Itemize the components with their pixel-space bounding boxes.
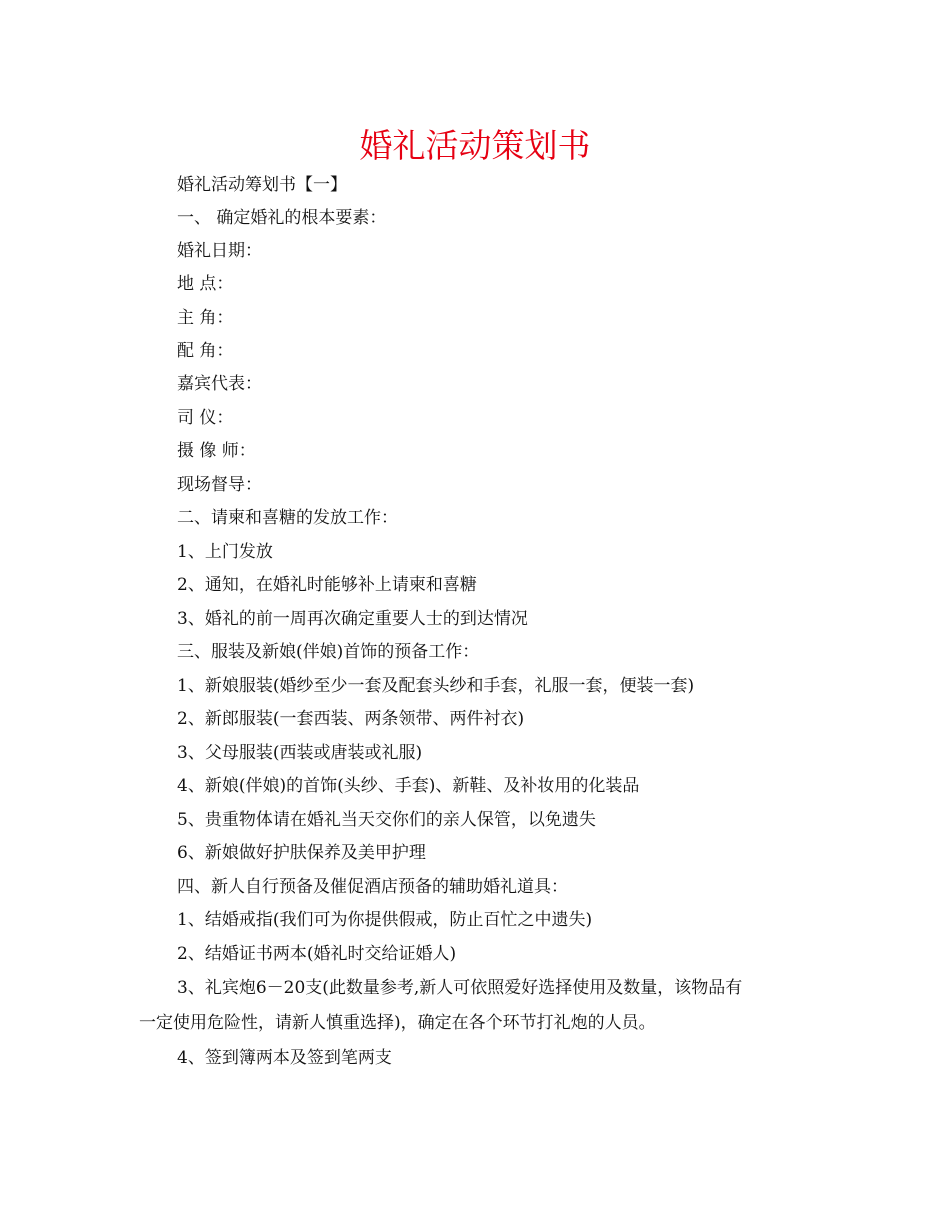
field-guest-representative: 嘉宾代表： (177, 374, 262, 394)
field-site-supervisor: 现场督导： (177, 475, 262, 495)
field-videographer: 摄 像 师： (177, 441, 256, 461)
field-location: 地 点： (177, 274, 234, 294)
section-heading-3: 三、服装及新娘(伴娘)首饰的预备工作： (177, 642, 480, 662)
list-item: 2、通知，在婚礼时能够补上请柬和喜糖 (177, 575, 477, 595)
list-item: 3、礼宾炮6－20支(此数量参考,新人可依照爱好选择使用及数量，该物品有 (177, 978, 743, 998)
list-item: 3、婚礼的前一周再次确定重要人士的到达情况 (177, 609, 528, 629)
field-lead-role: 主 角： (177, 308, 234, 328)
list-item: 2、新郎服装(一套西装、两条领带、两件衬衣) (177, 709, 525, 729)
list-item: 1、结婚戒指(我们可为你提供假戒，防止百忙之中遗失) (177, 910, 593, 930)
document-title: 婚礼活动策划书 (359, 126, 591, 165)
section-heading-2: 二、请柬和喜糖的发放工作： (177, 508, 398, 528)
list-item: 4、签到簿两本及签到笔两支 (177, 1048, 392, 1068)
field-wedding-date: 婚礼日期： (177, 241, 262, 261)
list-item: 3、父母服装(西装或唐装或礼服) (177, 743, 423, 763)
list-item: 4、新娘(伴娘)的首饰(头纱、手套)、新鞋、及补妆用的化装品 (177, 776, 640, 796)
field-supporting-role: 配 角： (177, 341, 234, 361)
list-item: 1、新娘服装(婚纱至少一套及配套头纱和手套，礼服一套，便装一套) (177, 676, 695, 696)
list-item: 1、上门发放 (177, 542, 273, 562)
section-subtitle: 婚礼活动筹划书【一】 (177, 175, 347, 195)
list-item: 6、新娘做好护肤保养及美甲护理 (177, 843, 426, 863)
list-item-continuation: 一定使用危险性，请新人慎重选择)，确定在各个环节打礼炮的人员。 (139, 1013, 656, 1033)
list-item: 2、结婚证书两本(婚礼时交给证婚人) (177, 944, 457, 964)
section-heading-4: 四、新人自行预备及催促酒店预备的辅助婚礼道具： (177, 877, 568, 897)
field-host: 司 仪： (177, 408, 234, 428)
list-item: 5、贵重物体请在婚礼当天交你们的亲人保管，以免遗失 (177, 810, 596, 830)
section-heading-1: 一、 确定婚礼的根本要素： (177, 208, 387, 228)
